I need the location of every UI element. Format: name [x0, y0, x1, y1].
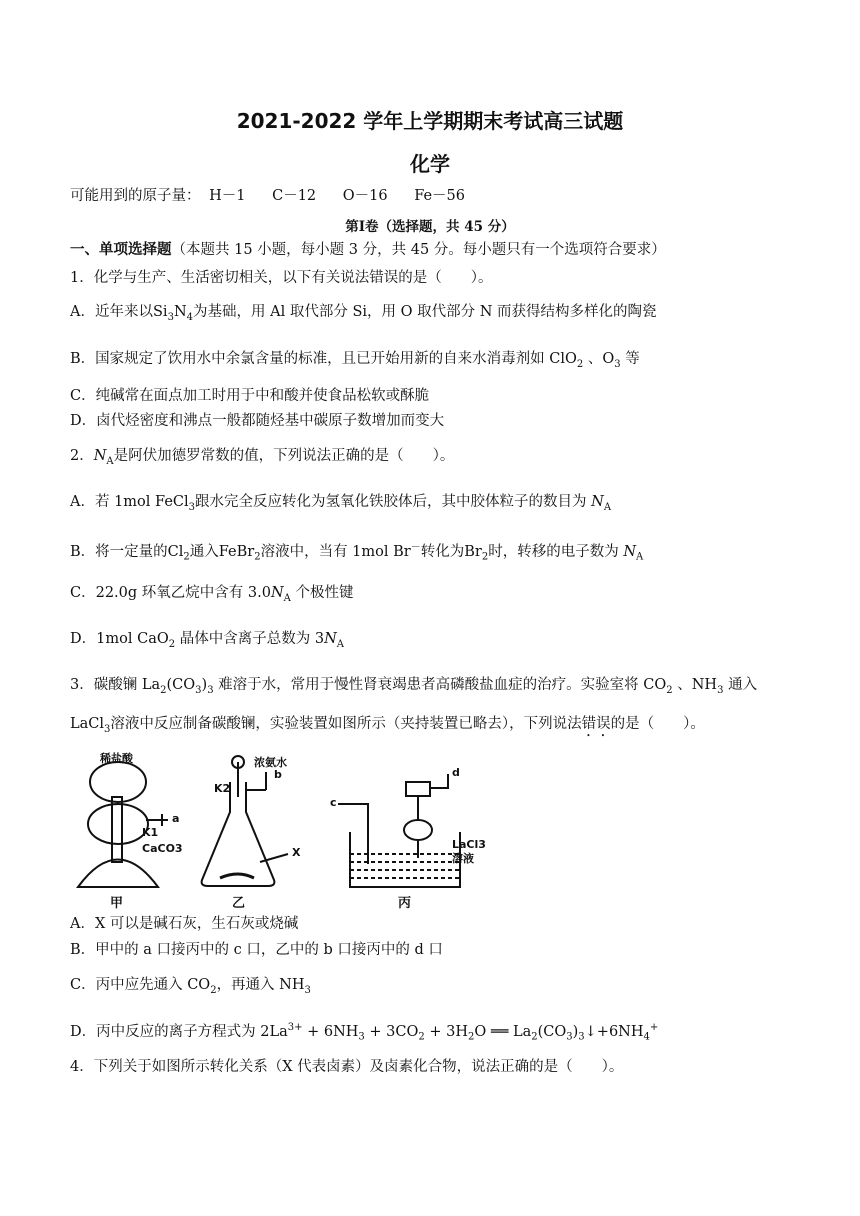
- q1-option-a: A．近年来以$Si_3N_4$为基础，用 Al 取代部分 Si，用 O 取代部分 N 而获得结构多样化的陶瓷: [70, 304, 657, 323]
- label-caco3: CaCO3: [142, 842, 183, 855]
- q1-stem: 1．化学与生产、生活密切相关，以下有关说法错误的是（ ）。: [70, 270, 493, 286]
- q3-option-a: A．X 可以是碱石灰，生石灰或烧碱: [70, 916, 299, 932]
- q1-option-d: D．卤代烃密度和沸点一般都随烃基中碳原子数增加而变大: [70, 413, 445, 429]
- label-b: b: [274, 768, 282, 781]
- subject-title: 化学: [410, 152, 450, 176]
- q2-stem: 2．$N_A$是阿伏加德罗常数的值，下列说法正确的是（ ）。: [70, 448, 455, 467]
- q2-option-c: C．22.0g 环氧乙烷中含有 $3.0N_A$ 个极性键: [70, 585, 354, 604]
- q2-option-b: B．将一定量的$Cl_2$通入FeBr$_2$溶液中，当有 1mol Br－转化为$Br_2$时，转移的电子数为 $N_A$: [70, 542, 644, 563]
- q4-stem: 4．下列关于如图所示转化关系（X 代表卤素）及卤素化合物，说法正确的是（ ）。: [70, 1059, 624, 1075]
- conical-flask: [202, 782, 275, 886]
- atomic-mass-h: H－1: [209, 188, 246, 204]
- part-one-heading: [70, 240, 666, 260]
- q2-option-d: D．1mol CaO$_2$ 晶体中含离子总数为 $3N_A$: [70, 631, 344, 650]
- emphasis-wrong: 错误: [581, 716, 611, 732]
- label-jia: 甲: [110, 896, 124, 911]
- part-one-note: （本题共 15 小题，每小题 3 分，共 45 分。每小题只有一个选项符合要求）: [171, 242, 666, 258]
- atomic-mass-o: O－16: [342, 188, 388, 204]
- kipp-base: [78, 860, 158, 888]
- atomic-mass-c: C－12: [272, 188, 317, 204]
- apparatus-figure: [70, 752, 510, 912]
- q3-option-c: C．丙中应先通入 $CO_2$，再通入 $NH_3$: [70, 977, 311, 996]
- label-c: c: [330, 796, 337, 809]
- tube-d: [430, 774, 448, 788]
- q3-stem-line1: 3．碳酸镧 $La_2(CO_3)_3$ 难溶于水，常用于慢性肾衰竭患者高磷酸盐血症的治疗。实验室将 $CO_2$ 、$NH_3$ 通入: [70, 677, 758, 696]
- label-conc-ammonia: 浓氨水: [254, 756, 287, 769]
- label-a: a: [172, 812, 180, 825]
- q3-stem-line2: LaCl$_3$溶液中反应制备碳酸镧，实验装置如图所示（夹持装置已略去），下列说法错误的是（ ）。: [70, 716, 705, 735]
- atomic-mass-fe: Fe－56: [414, 188, 466, 204]
- label-lacl3: LaCl3: [452, 838, 486, 851]
- exam-title: 2021-2022 学年上学期期末考试高三试题: [236, 109, 624, 133]
- part-one-label: 一、单项选择题: [70, 241, 172, 258]
- label-d: d: [452, 766, 460, 779]
- label-yi: 乙: [232, 896, 246, 911]
- q3-option-d: D．丙中反应的离子方程式为 $2La^{3+} + 6NH_3 + 3CO_2 + 3H_2O$ ══ $La_2(CO_3)_3↓+6NH_4^+$: [70, 1022, 659, 1043]
- section-title: 第Ⅰ卷（选择题，共 45 分）: [345, 219, 515, 235]
- q1-option-b: B．国家规定了饮用水中余氯含量的标准，且已开始用新的自来水消毒剂如 ClO$_2$ 、$O_3$ 等: [70, 351, 640, 370]
- label-k2: K2: [214, 782, 231, 795]
- q3-option-b: B．甲中的 a 口接丙中的 c 口，乙中的 b 口接丙中的 d 口: [70, 942, 443, 958]
- q1-option-c: C．纯碱常在面点加工时用于中和酸并使食品松软或酥脆: [70, 388, 430, 404]
- label-solution: 溶液: [452, 852, 474, 865]
- atomic-masses-prefix: 可能用到的原子量：: [70, 188, 201, 204]
- atomic-masses: [70, 186, 465, 206]
- label-dilute-hcl: 稀盐酸: [100, 752, 133, 765]
- label-bing: 丙: [398, 896, 412, 911]
- q2-option-a: A．若 1mol FeCl$_3$跟水完全反应转化为氢氧化铁胶体后，其中胶体粒子的数目为 $N_A$: [70, 494, 612, 513]
- kipp-middle-bulb: [88, 804, 148, 844]
- label-k1: K1: [142, 826, 159, 839]
- label-x: X: [292, 846, 301, 859]
